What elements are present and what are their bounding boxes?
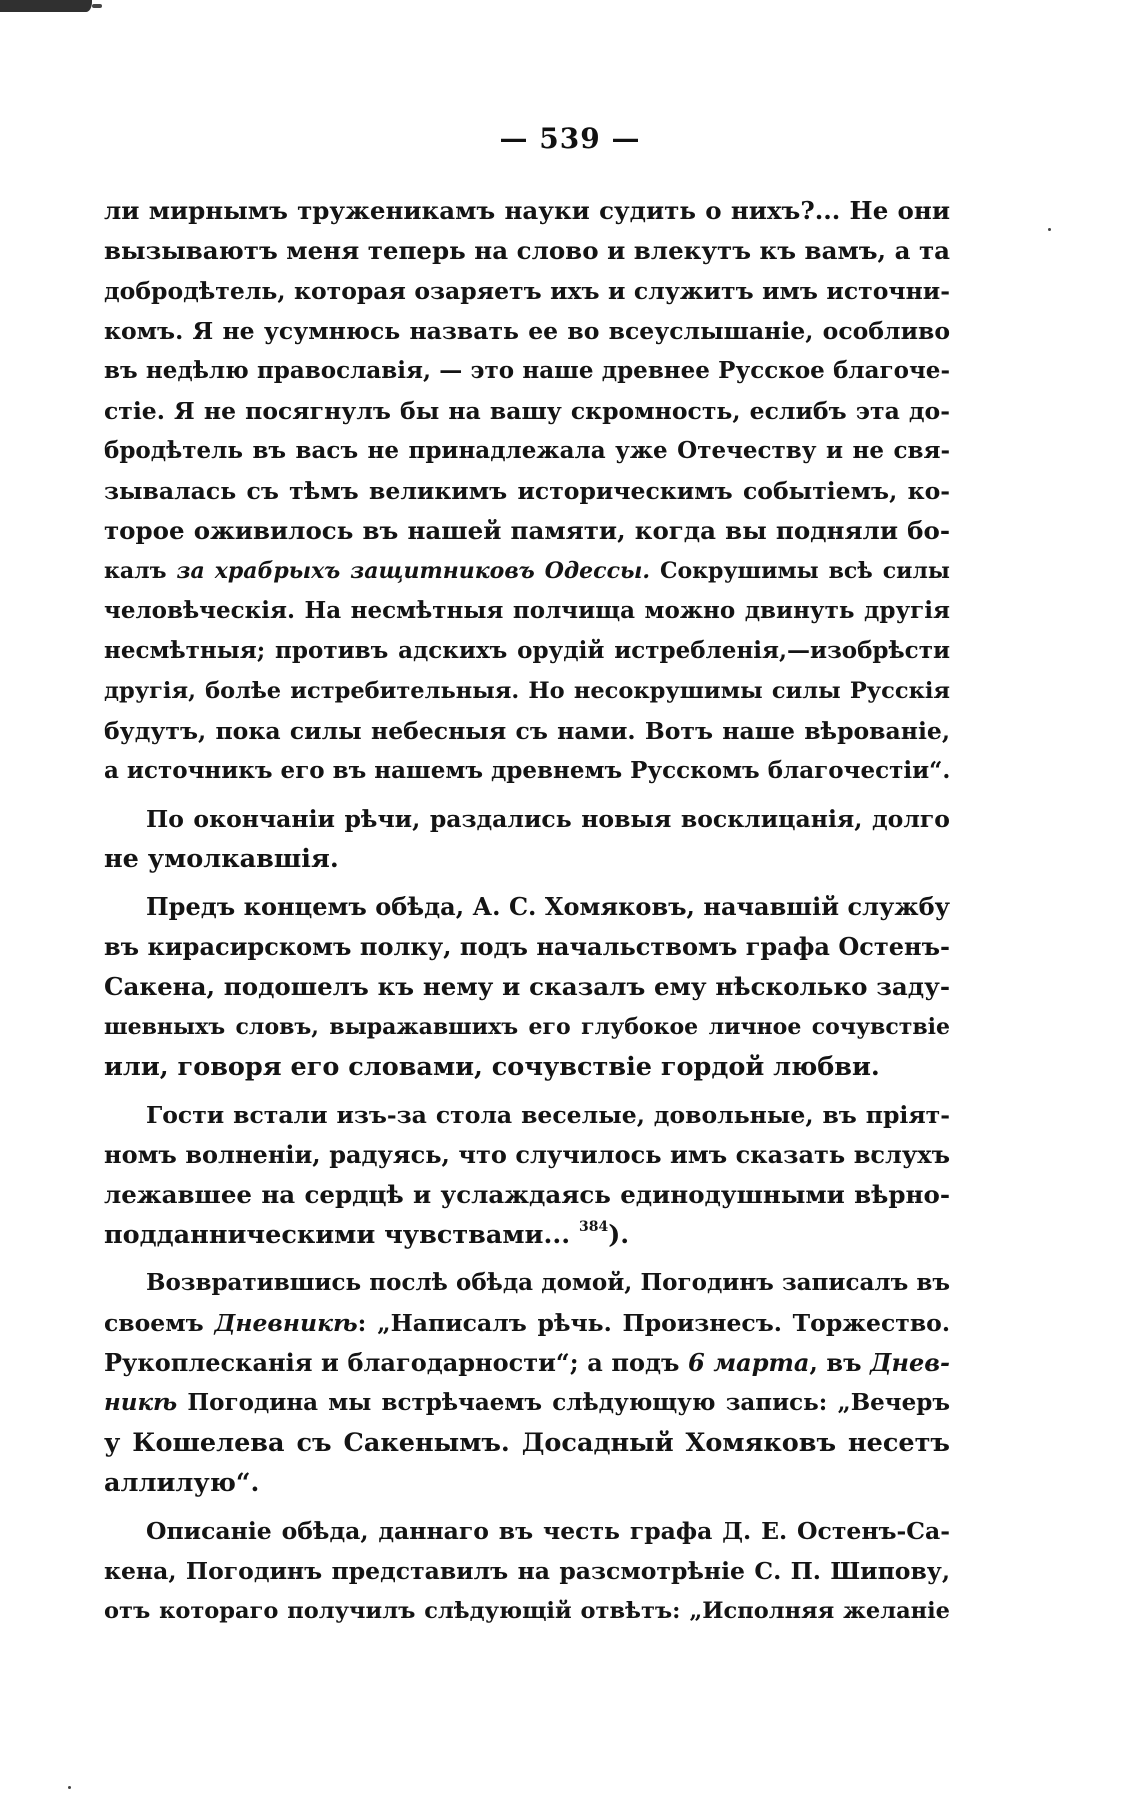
text-run: ).	[608, 1220, 630, 1250]
text-line: номъ волненіи, радуясь, что случилось имъ сказать вслухъ	[104, 1140, 950, 1169]
text-line: шевныхъ словъ, выражавшихъ его глубокое личное сочувствіе	[104, 1014, 950, 1040]
text-line: кена, Погодинъ представилъ на разсмотрѣніе С. П. Шипову,	[104, 1557, 950, 1585]
text-run: Погодина мы встрѣчаемъ слѣдующую запись: „Вечеръ	[177, 1389, 950, 1416]
paragraph-gap	[104, 1503, 950, 1511]
text-line: зывалась съ тѣмъ великимъ историческимъ событіемъ, ко-	[104, 477, 950, 505]
text-line: человѣческія. На несмѣтныя полчища можно двинуть другія	[104, 597, 950, 624]
footnote-reference: 384	[578, 1219, 609, 1235]
italic-text: Дневникѣ	[214, 1309, 358, 1337]
paragraph-gap	[104, 1087, 950, 1095]
text-line: По окончаніи рѣчи, раздались новыя восклицанія, долго	[146, 805, 950, 833]
text-run: Сокрушимы всѣ силы	[650, 558, 950, 584]
text-line: у Кошелева съ Сакенымъ. Досадный Хомяковъ несетъ	[104, 1428, 950, 1458]
page-number: — 539 —	[499, 122, 641, 155]
text-line	[104, 1215, 950, 1255]
text-line: Сакена, подошелъ къ нему и сказалъ ему нѣсколько заду-	[104, 972, 950, 1001]
text-line	[104, 551, 950, 591]
text-line: добродѣтель, которая озаряетъ ихъ и служитъ имъ источни-	[104, 277, 950, 305]
text-line: а источникъ его въ нашемъ древнемъ Русскомъ благочестіи“.	[104, 757, 951, 784]
text-run: Рукоплесканія и благодарности“; а подъ	[104, 1348, 688, 1377]
text-line	[104, 1343, 950, 1383]
text-run: подданническими чувствами...	[104, 1220, 571, 1250]
text-line: ли мирнымъ труженикамъ науки судить о нихъ?... Не они	[104, 196, 950, 225]
text-line: комъ. Я не усумнюсь назвать ее во всеуслышаніе, особливо	[104, 317, 950, 345]
text-run: : „Написалъ рѣчь. Произнесъ. Торжество.	[357, 1309, 950, 1337]
text-line	[104, 1383, 950, 1423]
text-line: торое оживилось въ нашей памяти, когда вы подняли бо-	[104, 516, 950, 545]
text-line: Возвратившись послѣ обѣда домой, Погодинъ записалъ въ	[146, 1269, 950, 1296]
text-line: не умолкавшія.	[104, 844, 339, 874]
text-line: лежавшее на сердцѣ и услаждаясь единодушными вѣрно-	[104, 1180, 950, 1209]
text-run: калъ	[104, 558, 177, 584]
text-line	[104, 1303, 950, 1343]
text-line: аллилую“.	[104, 1468, 260, 1498]
italic-text: за храбрыхъ защитниковъ Одессы.	[176, 558, 651, 584]
text-line: Предъ концемъ обѣда, А. С. Хомяковъ, начавшій службу	[146, 892, 950, 921]
text-line: отъ котораго получилъ слѣдующій отвѣтъ: „Исполняя желаніе	[104, 1598, 950, 1624]
text-line: другія, болѣе истребительныя. Но несокрушимы силы Русскія	[104, 678, 950, 704]
text-line: вызываютъ меня теперь на слово и влекутъ къ вамъ, а та	[104, 236, 951, 265]
scan-corner-mark	[0, 0, 92, 12]
italic-text: никѣ	[104, 1389, 178, 1416]
scan-speck	[68, 1786, 71, 1789]
text-line: несмѣтныя; противъ адскихъ орудій истребленія,—изобрѣсти	[104, 637, 950, 664]
body-text	[104, 191, 950, 1631]
text-run: , въ	[809, 1348, 871, 1377]
paragraph-gap	[104, 1255, 950, 1263]
text-line: въ кирасирскомъ полку, подъ начальствомъ графа Остенъ-	[104, 932, 950, 961]
text-line: будутъ, пока силы небесныя съ нами. Вотъ наше вѣрованіе,	[104, 717, 950, 745]
text-line: Описаніе обѣда, даннаго въ честь графа Д. Е. Остенъ-Са-	[146, 1517, 950, 1545]
paragraph-gap	[104, 791, 950, 799]
paragraph-gap	[104, 879, 950, 887]
text-run: своемъ	[104, 1309, 215, 1337]
scan-speck	[1048, 228, 1051, 231]
text-line: бродѣтель въ васъ не принадлежала уже Отечеству и не свя-	[104, 437, 950, 464]
italic-text: 6 марта	[688, 1348, 810, 1377]
text-line: стіе. Я не посягнулъ бы на вашу скромность, еслибъ эта до-	[104, 397, 950, 425]
italic-text: Днев-	[870, 1348, 950, 1377]
text-line: въ недѣлю православія, — это наше древнее Русское благоче-	[104, 357, 950, 384]
text-line: Гости встали изъ-за стола веселые, довольные, въ пріят-	[146, 1101, 950, 1129]
text-line: или, говоря его словами, сочувствіе гордой любви.	[104, 1052, 880, 1082]
